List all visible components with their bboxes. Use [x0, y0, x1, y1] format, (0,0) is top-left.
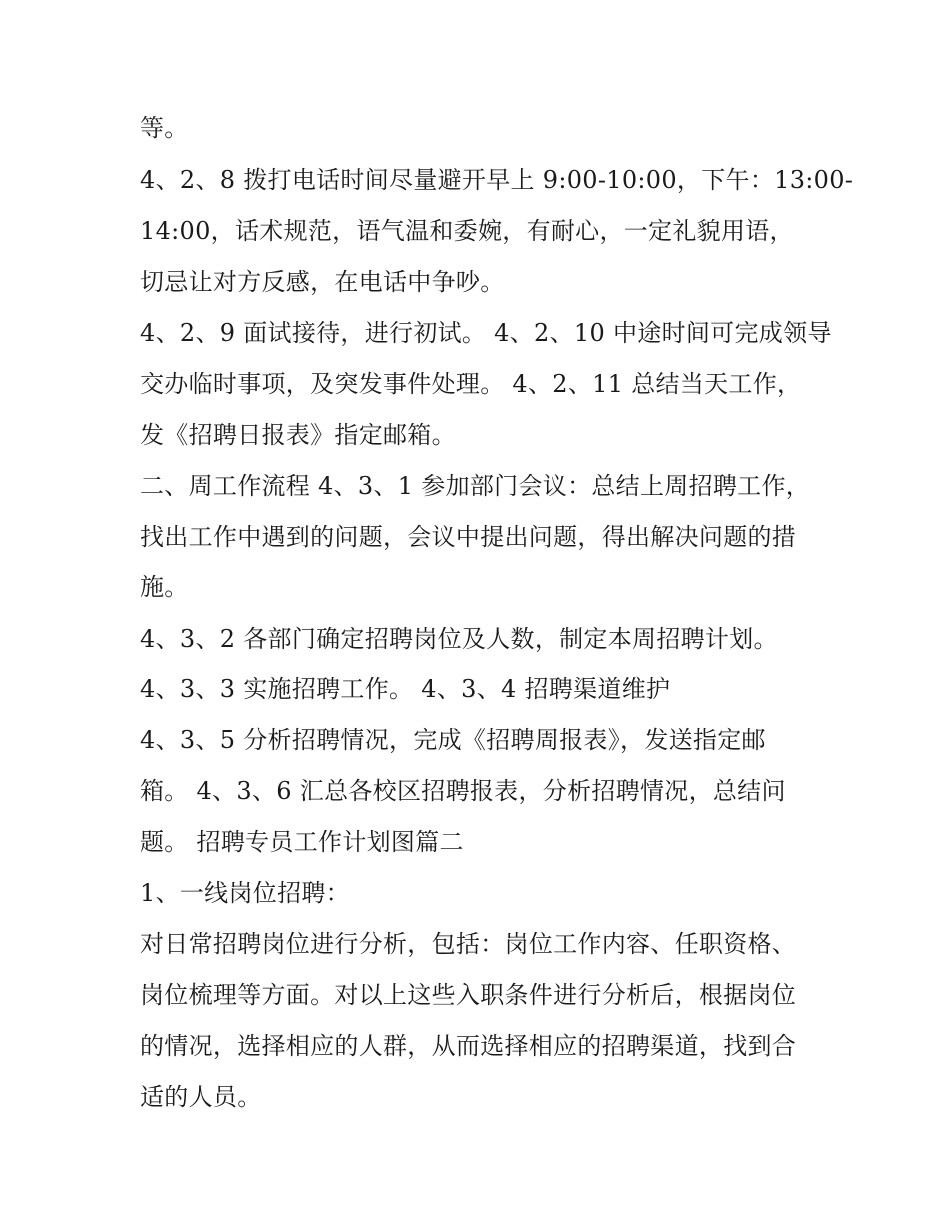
text-line: 施。: [140, 573, 189, 601]
text-line: 4、3、3 实施招聘工作。 4、3、4 招聘渠道维护: [140, 675, 671, 703]
text-line: 4、3、2 各部门确定招聘岗位及人数，制定本周招聘计划。: [140, 625, 778, 653]
text-line: 对日常招聘岗位进行分析，包括：岗位工作内容、任职资格、: [140, 930, 797, 958]
text-line: 找出工作中遇到的问题，会议中提出问题，得出解决问题的措: [140, 523, 797, 551]
text-line: 二、周工作流程 4、3、1 参加部门会议：总结上周招聘工作，: [140, 472, 811, 500]
text-line: 题。 招聘专员工作计划图篇二: [140, 828, 464, 856]
text-line: 等。: [140, 114, 189, 142]
text-line: 4、2、9 面试接待，进行初试。 4、2、10 中途时间可完成领导: [140, 319, 832, 347]
text-line: 4、2、8 拨打电话时间尽量避开早上 9:00-10:00，下午：13:00-: [140, 166, 854, 194]
text-line: 箱。 4、3、6 汇总各校区招聘报表，分析招聘情况，总结问: [140, 777, 786, 805]
text-line: 4、3、5 分析招聘情况，完成《招聘周报表》，发送指定邮: [140, 726, 766, 754]
text-line: 岗位梳理等方面。对以上这些入职条件进行分析后，根据岗位: [140, 981, 797, 1009]
text-line: 适的人员。: [140, 1083, 262, 1111]
text-line: 发《招聘日报表》指定邮箱。: [140, 421, 456, 449]
text-line: 14:00，话术规范，语气温和委婉，有耐心，一定礼貌用语，: [140, 217, 794, 245]
text-line: 的情况，选择相应的人群，从而选择相应的招聘渠道，找到合: [140, 1032, 797, 1060]
text-line: 切忌让对方反感，在电话中争吵。: [140, 268, 505, 296]
text-line: 交办临时事项，及突发事件处理。 4、2、11 总结当天工作，: [140, 370, 802, 398]
text-line: 1、一线岗位招聘：: [140, 879, 350, 907]
